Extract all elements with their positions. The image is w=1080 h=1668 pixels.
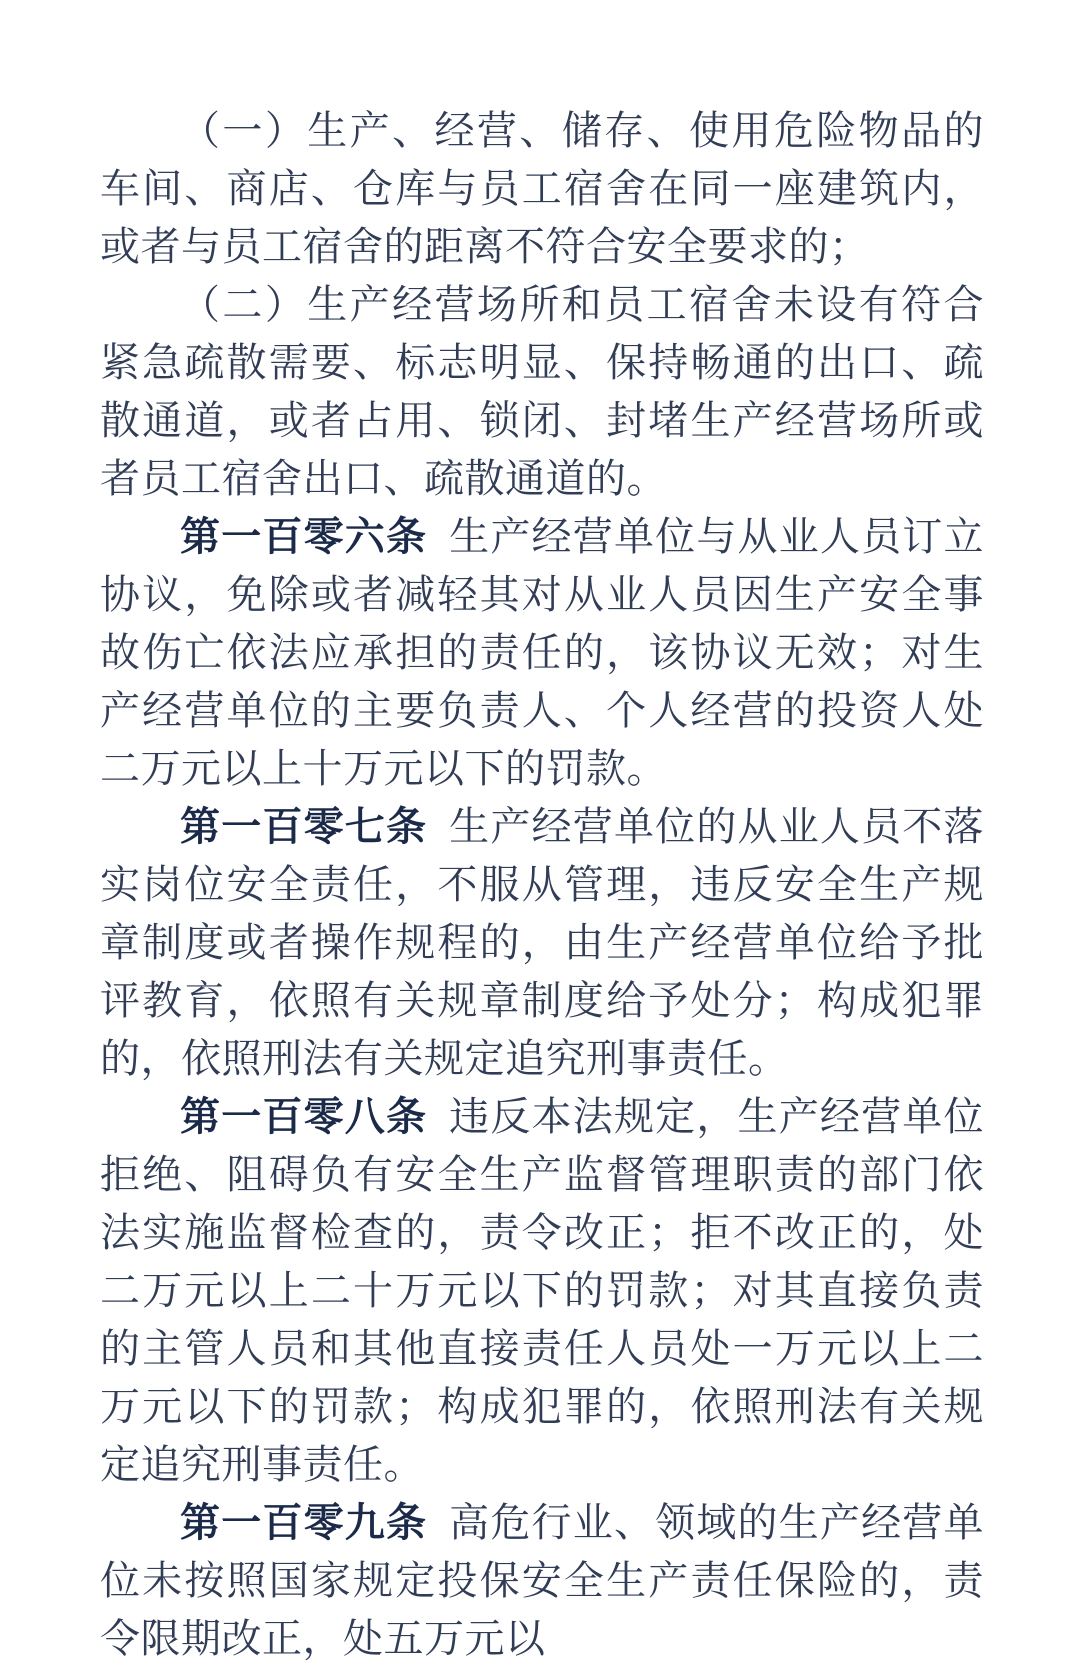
paragraph-article-109 (100, 1494, 984, 1668)
article-text: 高危行业、领域的生产经营单位未按照国家规定投保安全生产责任保险的，责令限期改正，处五万元以 (100, 1500, 985, 1661)
article-text: 违反本法规定，生产经营单位拒绝、阻碍负有安全生产监督管理职责的部门依法实施监督检查的，责令改正；拒不改正的，处二万元以上二十万元以下的罚款；对其直接负责的主管人员和其他直接责任人员处一万元以上二万元以下的罚款；构成犯罪的，依照刑法有关规定追究刑事责任。 (100, 1094, 985, 1487)
paragraph-article-106 (100, 508, 984, 798)
paragraph-item-2 (100, 276, 984, 508)
article-number: 第一百零八条 (180, 1095, 428, 1139)
article-number: 第一百零七条 (180, 805, 428, 849)
paragraph-item-1 (100, 102, 984, 276)
article-text: 生产经营单位与从业人员订立协议，免除或者减轻其对从业人员因生产安全事故伤亡依法应承担的责任的，该协议无效；对生产经营单位的主要负责人、个人经营的投资人处二万元以上十万元以下的罚款。 (100, 514, 985, 791)
article-text: （一）生产、经营、储存、使用危险物品的车间、商店、仓库与员工宿舍在同一座建筑内，或者与员工宿舍的距离不符合安全要求的； (100, 108, 984, 269)
article-text: （二）生产经营场所和员工宿舍未设有符合紧急疏散需要、标志明显、保持畅通的出口、疏散通道，或者占用、锁闭、封堵生产经营场所或者员工宿舍出口、疏散通道的。 (100, 282, 984, 501)
article-text: 生产经营单位的从业人员不落实岗位安全责任，不服从管理，违反安全生产规章制度或者操作规程的，由生产经营单位给予批评教育，依照有关规章制度给予处分；构成犯罪的，依照刑法有关规定追究刑事责任。 (100, 804, 985, 1081)
paragraph-article-107 (100, 798, 984, 1088)
article-number: 第一百零六条 (180, 515, 428, 559)
paragraph-article-108 (100, 1088, 984, 1494)
article-number: 第一百零九条 (180, 1501, 428, 1545)
